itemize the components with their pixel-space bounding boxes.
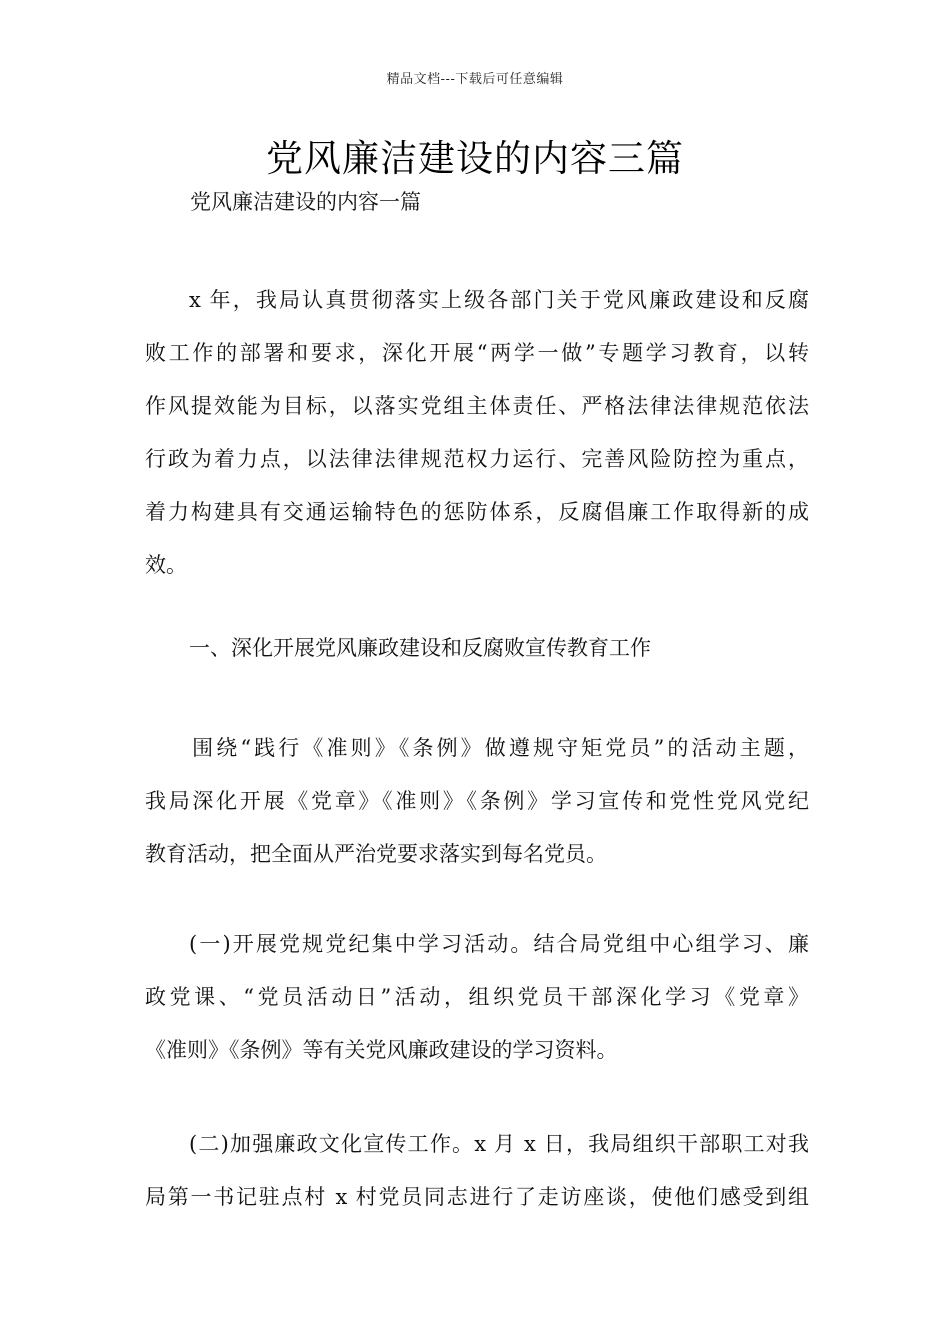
paragraph-line: 着力构建具有交通运输特色的惩防体系，反腐倡廉工作取得新的成 xyxy=(145,500,809,524)
paragraph-line: 效。 xyxy=(145,553,187,577)
paragraph-line: 围绕“践行《准则》《条例》做遵规守矩党员”的活动主题， xyxy=(189,736,809,760)
paragraph-line: x 年，我局认真贯彻落实上级各部门关于党风廉政建设和反腐 xyxy=(189,288,809,312)
section-heading-one xyxy=(145,622,809,675)
paragraph-intro xyxy=(145,274,809,592)
paragraph-line: 我局深化开展《党章》《准则》《条例》学习宣传和党性党风党纪 xyxy=(145,789,809,813)
paragraph-line: 政党课、“党员活动日”活动，组织党员干部深化学习《党章》 xyxy=(145,985,809,1009)
paragraph-theme xyxy=(145,722,809,881)
paragraph-line: 局第一书记驻点村 x 村党员同志进行了走访座谈，使他们感受到组 xyxy=(145,1185,809,1209)
paragraph-line: 作风提效能为目标，以落实党组主体责任、严格法律法律规范依法 xyxy=(145,394,809,418)
paragraph-line: (一)开展党规党纪集中学习活动。结合局党组中心组学习、廉 xyxy=(189,932,809,956)
section-subtitle: 党风廉洁建设的内容一篇 xyxy=(190,190,421,214)
paragraph-line: 《准则》《条例》等有关党风廉政建设的学习资料。 xyxy=(145,1038,618,1062)
document-title: 党风廉洁建设的内容三篇 xyxy=(266,137,684,180)
paragraph-line: 行政为着力点，以法律法律规范权力运行、完善风险防控为重点， xyxy=(145,447,809,471)
paragraph-item-two xyxy=(145,1118,809,1224)
paragraph-item-one xyxy=(145,918,809,1077)
paragraph-line: (二)加强廉政文化宣传工作。x 月 x 日，我局组织干部职工对我 xyxy=(189,1132,809,1156)
page-header: 精品文档---下载后可任意编辑 xyxy=(386,72,564,87)
paragraph-line: 一、深化开展党风廉政建设和反腐败宣传教育工作 xyxy=(189,636,651,660)
paragraph-line: 教育活动，把全面从严治党要求落实到每名党员。 xyxy=(145,842,607,866)
paragraph-line: 败工作的部署和要求，深化开展“两学一做”专题学习教育，以转 xyxy=(145,341,809,365)
